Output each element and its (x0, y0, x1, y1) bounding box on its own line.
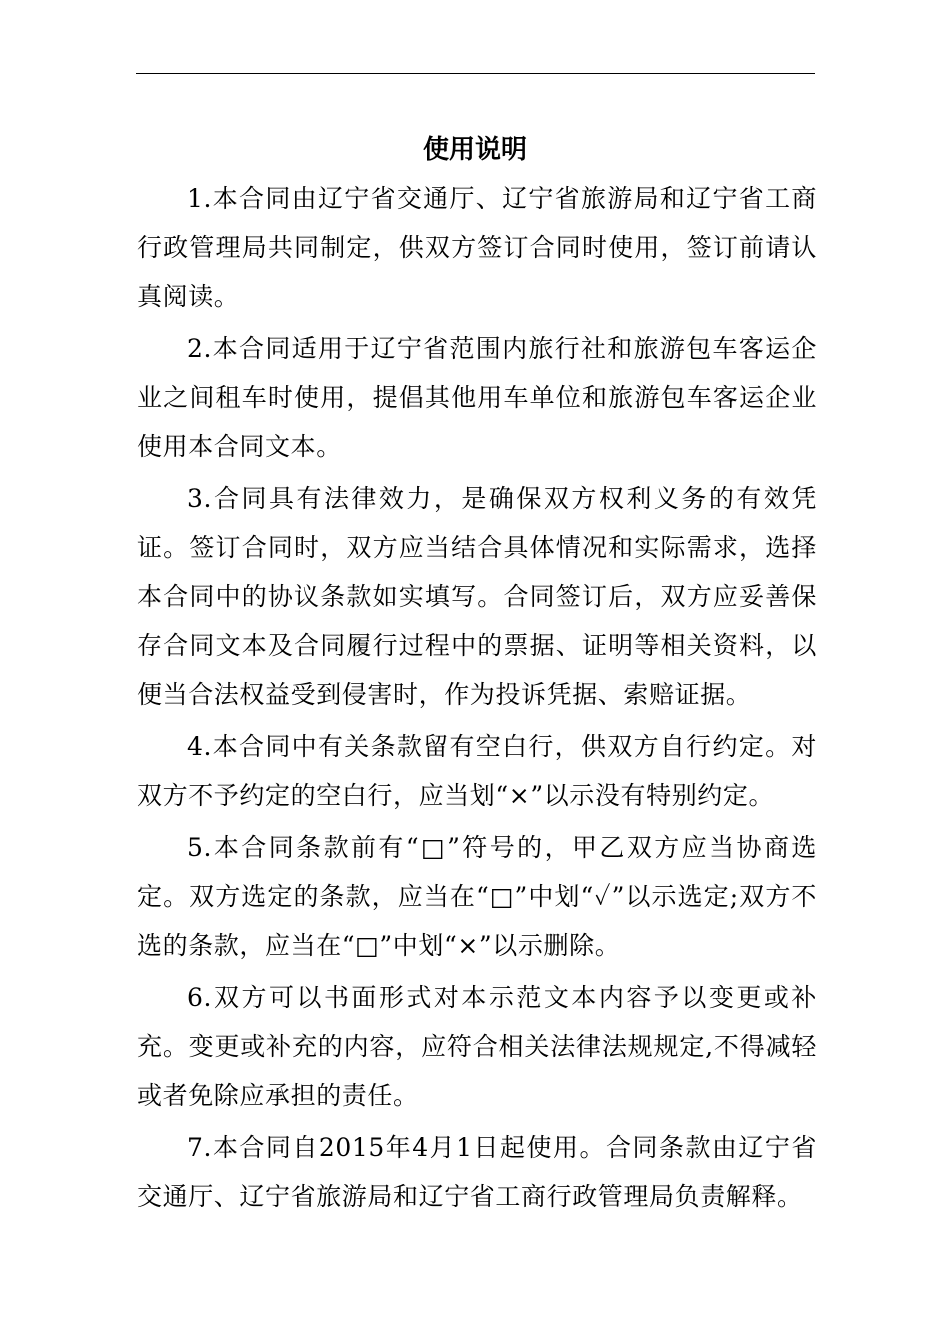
instruction-item-1: 1.本合同由辽宁省交通厅、辽宁省旅游局和辽宁省工商行政管理局共同制定，供双方签订合同时使用，签订前请认真阅读。 (137, 184, 817, 311)
instruction-item-4: 4.本合同中有关条款留有空白行，供双方自行约定。对双方不予约定的空白行，应当划“×”以示没有特别约定。 (137, 732, 817, 810)
instruction-item-3: 3.合同具有法律效力，是确保双方权利义务的有效凭证。签订合同时，双方应当结合具体情况和实际需求，选择本合同中的协议条款如实填写。合同签订后，双方应妥善保存合同文本及合同履行过程中的票据、证明等相关资料，以便当合法权益受到侵害时，作为投诉凭据、索赔证据。 (137, 484, 817, 709)
instruction-item-2: 2.本合同适用于辽宁省范围内旅行社和旅游包车客运企业之间租车时使用，提倡其他用车单位和旅游包车客运企业使用本合同文本。 (137, 334, 817, 461)
header-rule (136, 73, 815, 74)
instruction-item-6: 6.双方可以书面形式对本示范文本内容予以变更或补充。变更或补充的内容，应符合相关法律法规规定,不得减轻或者免除应承担的责任。 (137, 983, 817, 1110)
instructions-body (137, 174, 817, 1224)
instruction-item-7: 7.本合同自2015年4月1日起使用。合同条款由辽宁省交通厅、辽宁省旅游局和辽宁省工商行政管理局负责解释。 (137, 1133, 817, 1211)
instruction-item-5: 5.本合同条款前有“□”符号的，甲乙双方应当协商选定。双方选定的条款，应当在“□”中划“✓”以示选定;双方不选的条款，应当在“□”中划“×”以示删除。 (137, 833, 817, 960)
page-title: 使用说明 (422, 135, 527, 165)
